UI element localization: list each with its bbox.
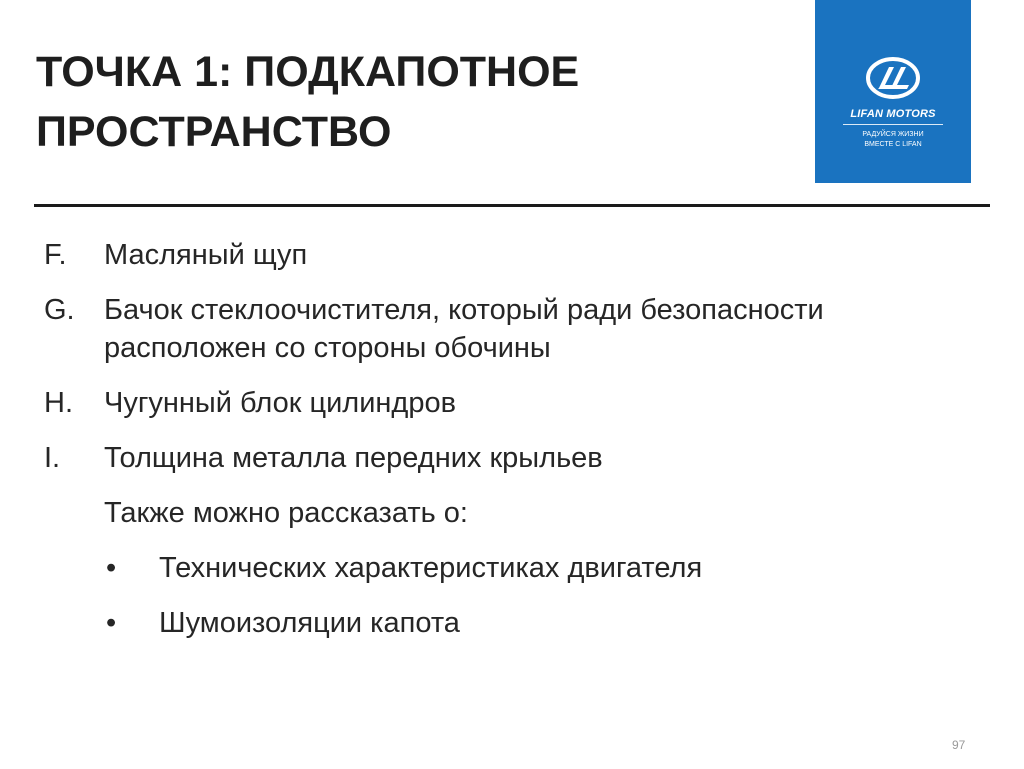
list-item-text: Бачок стеклоочистителя, который ради безопасности расположен со стороны обочины <box>104 294 824 364</box>
title-line-1: ТОЧКА 1: ПОДКАПОТНОЕ <box>36 48 580 96</box>
logo-tagline-2: ВМЕСТЕ С LIFAN <box>864 141 922 148</box>
list-item <box>44 291 994 367</box>
list-item <box>44 236 994 274</box>
list-item-text: Масляный щуп <box>104 239 308 271</box>
title-divider <box>34 204 990 207</box>
bullet-dot: • <box>106 552 117 584</box>
list-item-text: Чугунный блок цилиндров <box>104 387 456 419</box>
logo-brand-text: LIFAN MOTORS <box>850 108 936 120</box>
list-item <box>44 384 994 422</box>
list-marker: F. <box>44 239 67 271</box>
bullet-dot: • <box>106 607 117 639</box>
list-marker: I. <box>44 442 61 474</box>
bullet-item <box>44 604 994 642</box>
logo-divider <box>843 124 943 125</box>
title-line-2: ПРОСТРАНСТВО <box>36 108 392 156</box>
slide-body <box>44 236 994 659</box>
page-number: 97 <box>952 738 966 752</box>
list-item <box>44 439 994 477</box>
lifan-emblem-icon <box>865 55 921 101</box>
list-marker: G. <box>44 294 75 326</box>
list-marker: H. <box>44 387 73 419</box>
bullet-item <box>44 549 994 587</box>
lifan-logo <box>815 0 971 183</box>
page-title <box>36 42 796 162</box>
also-intro: Также можно рассказать о: <box>104 497 468 529</box>
bullet-text: Шумоизоляции капота <box>159 607 460 639</box>
list-item-text: Толщина металла передних крыльев <box>104 442 603 474</box>
logo-tagline-1: РАДУЙСЯ ЖИЗНИ <box>862 131 924 138</box>
bullet-text: Технических характеристиках двигателя <box>159 552 703 584</box>
